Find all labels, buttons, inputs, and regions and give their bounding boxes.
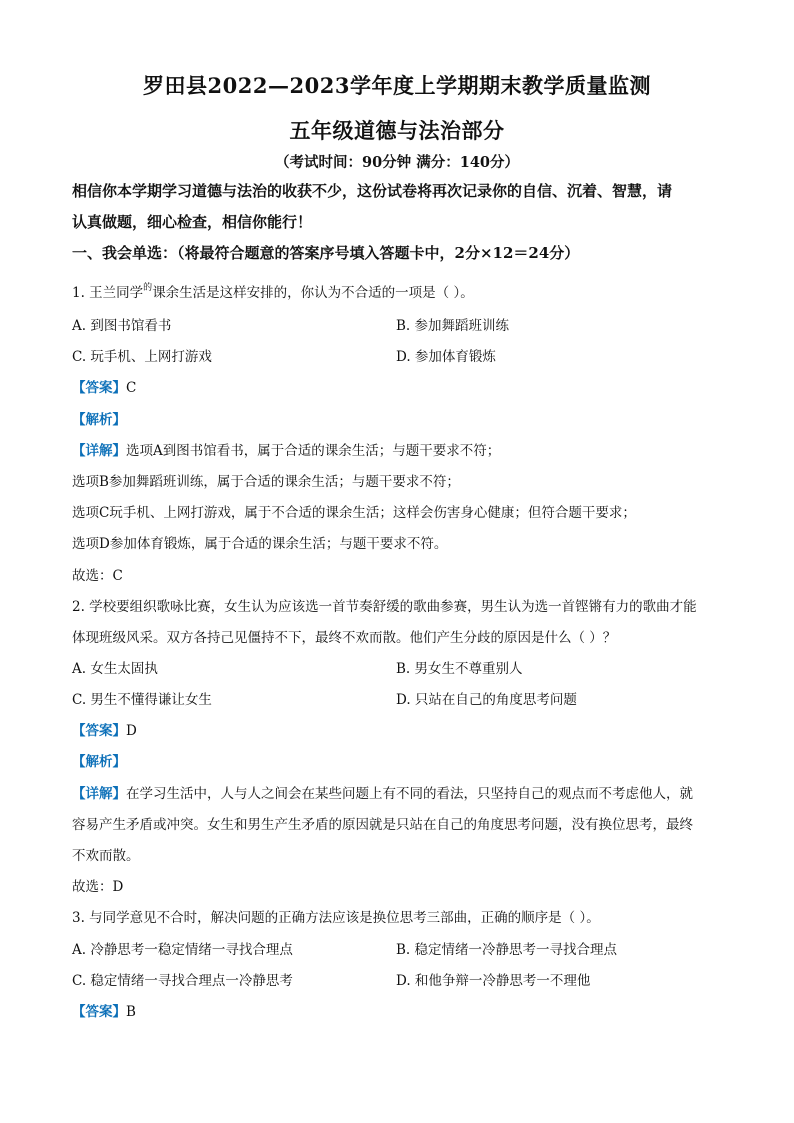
question-3-stem: 3. 与同学意见不合时，解决问题的正确方法应该是换位思考三部曲，正确的顺序是（ ）。: [72, 910, 600, 926]
answer-label: 【答案】: [72, 380, 126, 396]
question-3-option-b: B. 稳定情绪一冷静思考一寻找合理点: [396, 942, 618, 958]
question-1-stem-start: 1. 王兰同学: [72, 285, 144, 301]
question-1-detail-line-1: [72, 441, 500, 461]
question-1-stem: [72, 283, 474, 305]
question-1-stem-end: 课余生活是这样安排的，你认为不合适的一项是（ ）。: [152, 285, 474, 301]
exam-title: 罗田县2022—2023学年度上学期期末教学质量监测: [143, 73, 651, 98]
question-3-option-d: D. 和他争辩一冷静思考一不理他: [396, 973, 591, 989]
question-1-detail-text-1: 选项A到图书馆看书，属于合适的课余生活；与题干要求不符；: [126, 443, 501, 459]
detail-label: 【详解】: [72, 443, 126, 459]
question-1-answer: [72, 378, 136, 398]
question-1-stem-sup: 的: [143, 283, 153, 293]
analysis-label: 【解析】: [72, 754, 126, 770]
question-3-answer: [72, 1002, 136, 1022]
question-3-answer-value: B: [126, 1004, 136, 1020]
question-2-stem-line-1: 2. 学校要组织歌咏比赛，女生认为应该选一首节奏舒缓的歌曲参赛，男生认为选一首铿锵有力的歌曲才能: [72, 599, 697, 615]
question-2-option-c: C. 男生不懂得谦让女生: [72, 692, 212, 708]
question-2-conclusion: 故选：D: [72, 879, 124, 895]
question-2-analysis-label: [72, 752, 126, 772]
intro-line-1: 相信你本学期学习道德与法治的收获不少，这份试卷将再次记录你的自信、沉着、智慧，请: [72, 182, 673, 200]
question-2-answer-value: D: [126, 723, 137, 739]
question-1-analysis-label: [72, 410, 126, 430]
question-3-option-c: C. 稳定情绪一寻找合理点一冷静思考: [72, 973, 293, 989]
analysis-label: 【解析】: [72, 412, 126, 428]
exam-subtitle: 五年级道德与法治部分: [289, 118, 505, 143]
question-1-detail-line-4: 选项D参加体育锻炼，属于合适的课余生活；与题干要求不符。: [72, 536, 448, 552]
question-2-option-d: D. 只站在自己的角度思考问题: [396, 692, 577, 708]
answer-label: 【答案】: [72, 723, 126, 739]
question-1-option-c: C. 玩手机、上网打游戏: [72, 349, 212, 365]
question-1-conclusion: 故选：C: [72, 568, 123, 584]
detail-label: 【详解】: [72, 786, 126, 802]
question-1-answer-value: C: [126, 380, 137, 396]
question-2-detail-line-1: [72, 784, 693, 804]
question-2-option-a: A. 女生太固执: [72, 661, 158, 677]
question-2-detail-text-1: 在学习生活中，人与人之间会在某些问题上有不同的看法，只坚持自己的观点而不考虑他人，就: [126, 786, 693, 802]
question-2-detail-line-2: 容易产生矛盾或冲突。女生和男生产生矛盾的原因就是只站在自己的角度思考问题，没有换位思考，最终: [72, 817, 693, 833]
question-3-option-a: A. 冷静思考一稳定情绪一寻找合理点: [72, 942, 293, 958]
answer-label: 【答案】: [72, 1004, 126, 1020]
intro-line-2: 认真做题，细心检查，相信你能行！: [72, 213, 313, 231]
question-1-option-b: B. 参加舞蹈班训练: [396, 318, 510, 334]
question-1-option-d: D. 参加体育锻炼: [396, 349, 496, 365]
question-1-detail-line-3: 选项C玩手机、上网打游戏，属于不合适的课余生活；这样会伤害身心健康；但符合题干要求；: [72, 505, 636, 521]
question-2-option-b: B. 男女生不尊重别人: [396, 661, 523, 677]
question-1-option-a: A. 到图书馆看书: [72, 318, 172, 334]
exam-time-score: （考试时间：90分钟 满分：140分）: [275, 154, 519, 171]
question-2-answer: [72, 721, 137, 741]
question-1-detail-line-2: 选项B参加舞蹈班训练，属于合适的课余生活；与题干要求不符；: [72, 474, 460, 490]
question-2-detail-line-3: 不欢而散。: [72, 848, 140, 864]
question-2-stem-line-2: 体现班级风采。双方各持己见僵持不下，最终不欢而散。他们产生分歧的原因是什么（ ）？: [72, 630, 617, 646]
section-heading-single-choice: 一、我会单选：（将最符合题意的答案序号填入答题卡中，2分×12＝24分）: [72, 244, 580, 262]
